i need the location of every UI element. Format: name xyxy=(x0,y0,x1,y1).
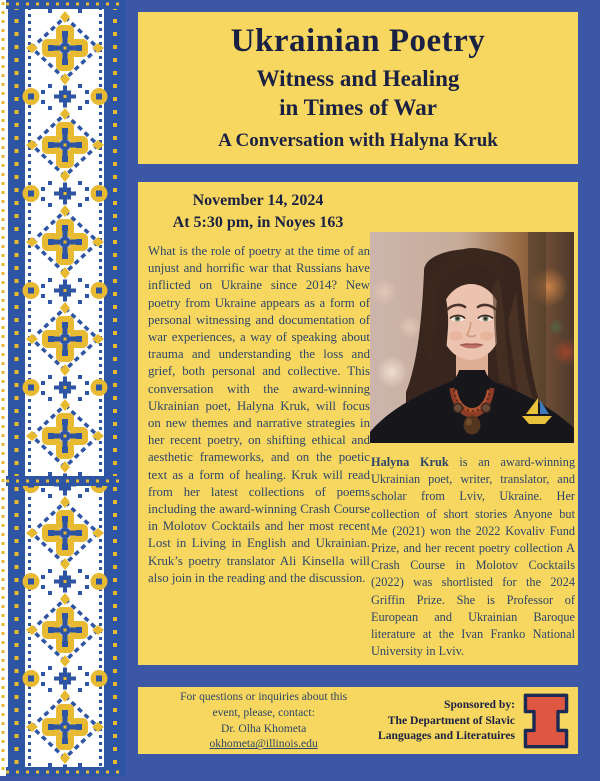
contact-line-1: For questions or inquiries about this xyxy=(180,689,348,703)
event-time-place: At 5:30 pm, in Noyes 163 xyxy=(172,214,344,232)
contact-line-2: event, please, contact: xyxy=(212,705,315,719)
email-link[interactable]: okhometa@illinois.edu xyxy=(209,737,318,751)
illinois-block-i-logo-icon xyxy=(522,692,570,750)
bio-name: Halyna Kruk xyxy=(371,455,449,469)
contact-name: Dr. Olha Khometa xyxy=(220,721,307,735)
sponsor-line-3: Languages and Literatuires xyxy=(378,729,515,743)
subtitle-line-1: Witness and Healing xyxy=(256,66,460,92)
tagline: A Conversation with Halyna Kruk xyxy=(218,130,498,152)
embroidery-border xyxy=(0,0,126,776)
sponsor-line-1: Sponsored by: xyxy=(444,698,515,712)
contact-block xyxy=(156,689,371,753)
description-text: What is the role of poetry at the time of an unjust and horrific war that Russians have inflicted on Ukraine since 2014? New poetry from Ukraine appears as a form of personal witnessing and documentation of war experiences, a way of speaking about trauma and understanding the loss and grief, both personal and collective. This conversation with the award-winning Ukrainian poet, Halyna Kruk, will focus on new themes and narrative strategies in her recent poetry, on shifting ethical and aesthetic frameworks, and on the poetic text as a form of healing. Kruk will read from her latest collections of poems including the award-winning Crash Course in Molotov Cocktails and her most recent Lost in Living in English and Ukrainian. Kruk’s poetry translator Ali Kinsella will also join in the reading and the discussion. xyxy=(148,244,370,585)
sponsor-line-2: The Department of Slavic xyxy=(387,713,515,727)
bio-body: is an award-winning Ukrainian poet, writer, translator, and scholar from Lviv, Ukraine. Her collection of short stories Anyone but Me (2021) won the 2022 Kovaliv Fund Prize, and her recent poetry collection A Crash Course in Molotov Cocktails (2022) was shortlisted for the 2024 Griffin Prize. She is Professor of European and Ukrainian Baroque literature at the Ivan Franko National University in Lviv. xyxy=(371,455,575,659)
halyna-kruk-portrait-illustration xyxy=(370,232,574,443)
sponsor-block xyxy=(371,692,570,750)
bio-text xyxy=(371,454,575,660)
subtitle-line-2: in Times of War xyxy=(279,95,437,121)
portrait-photo xyxy=(370,232,574,443)
page-title: Ukrainian Poetry xyxy=(230,23,486,59)
ukrainian-embroidery-pattern-icon xyxy=(0,0,126,776)
footer-box xyxy=(138,687,578,754)
main-box xyxy=(138,182,578,665)
header-box xyxy=(138,12,578,164)
event-details xyxy=(146,190,370,235)
sponsor-text xyxy=(378,697,515,744)
event-date: November 14, 2024 xyxy=(192,192,324,209)
